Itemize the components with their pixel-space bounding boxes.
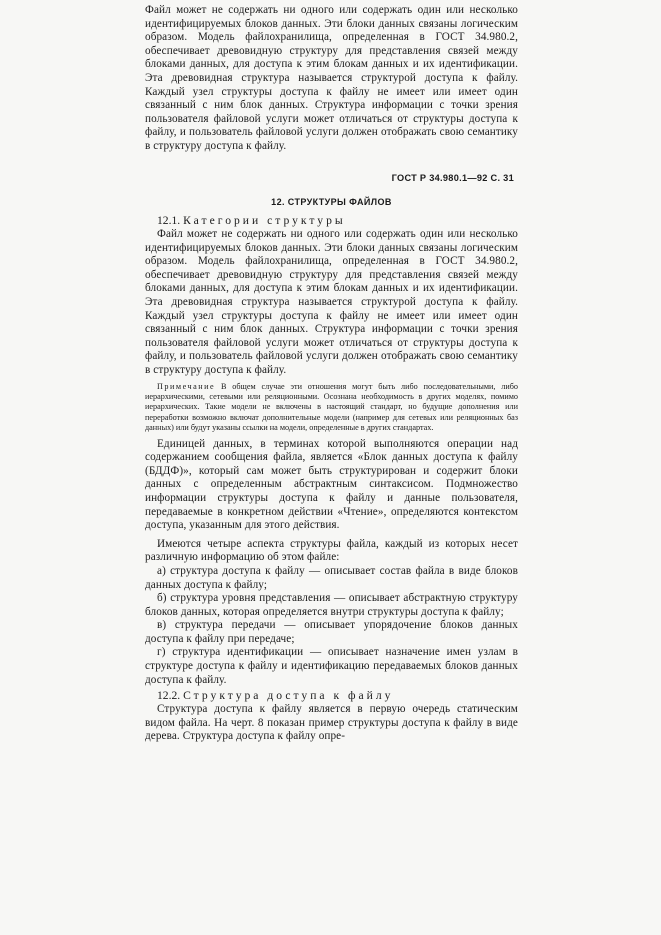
paragraph-categories: Файл может не содержать ни одного или содержать один или несколько идентифицируемых блоков данных. Эти блоки данных связаны логическим образом. Модель файлохранилища, определенная в ГОСТ 34.980.2, обеспечивает древовидную структуру для представления связей между блоками данных, для доступа к этим блокам данных и их идентификации. Эта древовидная структура называется структурой доступа к файлу. Каждый узел структуры доступа к файлу не имеет или имеет один связанный с ним блок данных. Структура информации с точки зрения пользователя файловой услуги может отличаться от структуры доступа к файлу, и пользователь файловой услуги должен отображать свою семантику в структуру доступа к файлу. <box>145 228 518 376</box>
subsection-title: Структура доступа к файлу <box>183 689 394 703</box>
top-paragraph: Файл может не содержать ни одного или содержать один или несколько идентифицируемых блоков данных. Эти блоки данных связаны логическим образом. Модель файлохранилища, определенная в ГОСТ 34.980.2, обеспечивает древовидную структуру для представления связей между блоками данных, для доступа к этим блокам данных и их идентификации. Эта древовидная структура называется структурой доступа к файлу. Каждый узел структуры доступа к файлу не имеет или имеет один связанный с ним блок данных. Структура информации с точки зрения пользователя файловой услуги может отличаться от структуры доступа к файлу, и пользователь файловой услуги должен отображать свою семантику в структуру доступа к файлу. <box>145 4 518 152</box>
list-item-c: в) структура передачи — описывает упорядочение блоков данных доступа к файлу при передаче; <box>145 619 518 645</box>
paragraph-data-unit: Единицей данных, в терминах которой выполняются операции над содержанием сообщения файла, является «Блок данных доступа к файлу (БДДФ)», который сам может быть структурирован и содержит блоки данных с определенным абстрактным синтаксисом. Подмножество информации структуры доступа к файлу и данные пользователя, передаваемые в конкретном действии «Чтение», определяются контекстом доступа, указанным для этого действия. <box>145 437 518 532</box>
note-label: Примечание <box>157 381 216 391</box>
section-title: 12. СТРУКТУРЫ ФАЙЛОВ <box>271 197 392 207</box>
list-item-d: г) структура идентификации — описывает назначение имен узлам в структуре доступа к файлу и идентификацию передаваемых блоков данных доступа к файлу. <box>145 646 518 686</box>
section-12-1 <box>145 214 518 744</box>
subsection-heading-12-2 <box>145 689 518 703</box>
subsection-title: Категории структуры <box>183 214 346 227</box>
note-text: В общем случае эти отношения могут быть либо последовательными, либо иерархическими, сетевыми или реляционными. Осознана необходимость в других моделях, помимо иерархических. Такие модели не включены в настоящий стандарт, но будущие дополнения или переработки возможно включат дополнительные модели (например для сетевых или реляционных баз данных) или будут указаны ссылки на модели, определенные в других стандартах. <box>145 381 518 433</box>
subsection-number: 12.2. <box>157 689 181 703</box>
list-item-a: а) структура доступа к файлу — описывает состав файла в виде блоков данных доступа к файлу; <box>145 564 518 591</box>
list-item-b: б) структура уровня представления — описывает абстрактную структуру блоков данных, которая определяется внутри структуры доступа к файлу; <box>145 592 518 618</box>
paragraph-access-structure: Структура доступа к файлу является в первую очередь статическим видом файла. На черт. 8 показан пример структуры доступа к файлу в виде дерева. Структура доступа к файлу опре- <box>145 703 518 743</box>
subsection-number: 12.1. <box>157 214 181 227</box>
paragraph-aspects: Имеются четыре аспекта структуры файла, каждый из которых несет различную информацию об этом файле: <box>145 537 518 564</box>
subsection-heading-12-1 <box>145 214 518 228</box>
page-header: ГОСТ Р 34.980.1—92 С. 31 <box>391 173 514 183</box>
note <box>145 382 518 434</box>
